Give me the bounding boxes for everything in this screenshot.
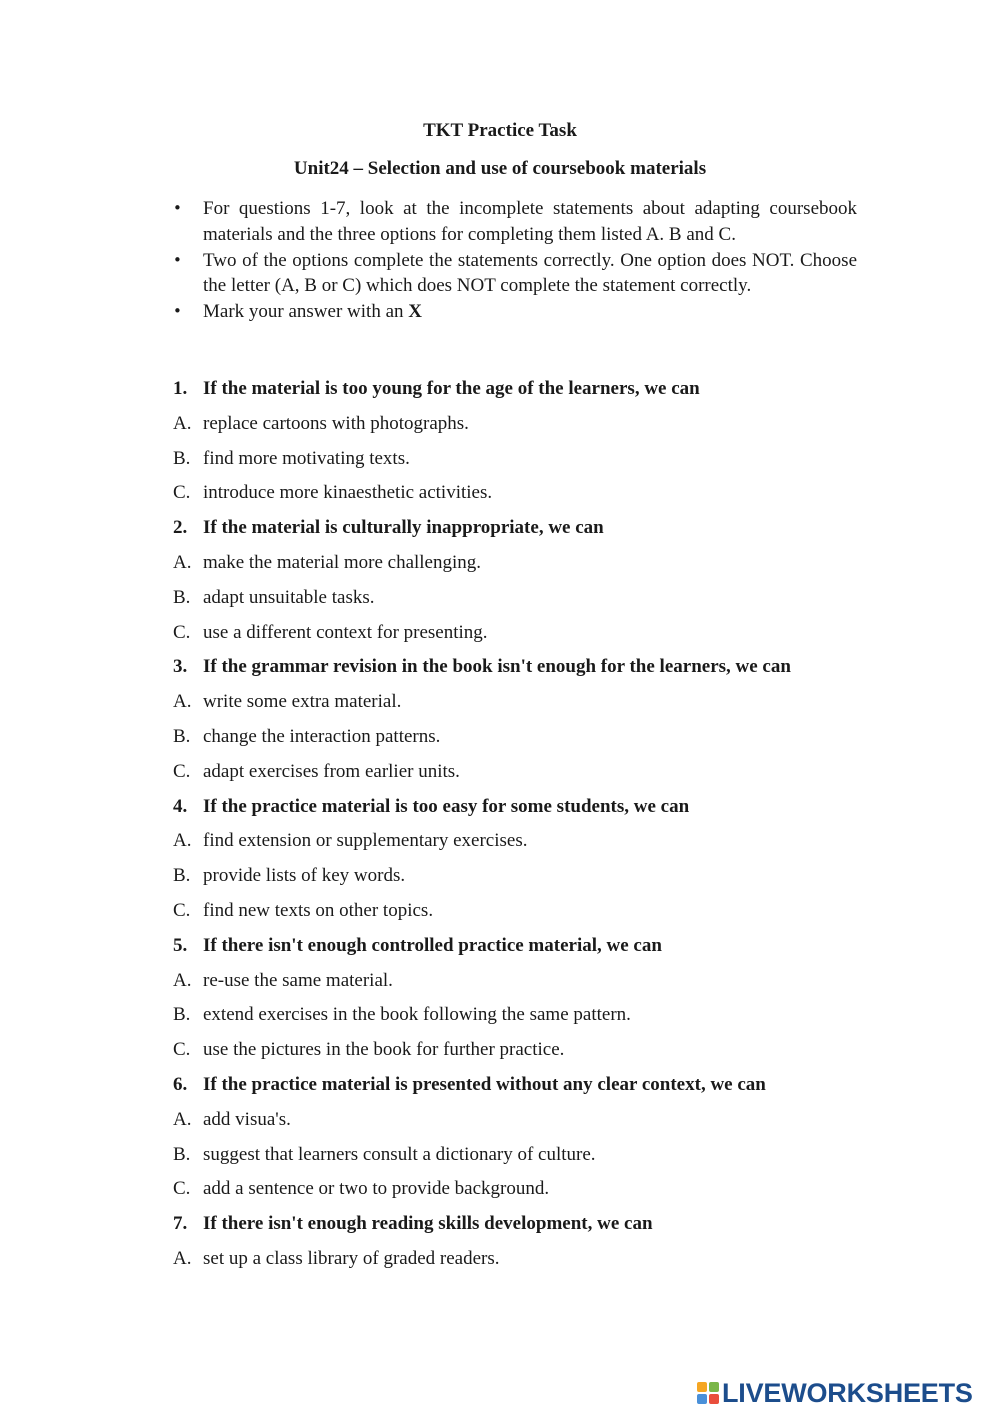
question-text: If there isn't enough controlled practice material, we can [203,934,662,956]
option-letter: B. [173,1143,191,1165]
option-text: adapt exercises from earlier units. [203,760,460,782]
page-title: TKT Practice Task [423,120,577,141]
option-text: add a sentence or two to provide background. [203,1178,550,1200]
question-stem [173,933,893,968]
option-letter: A. [173,551,192,573]
page-subtitle: Unit24 – Selection and use of coursebook materials [293,158,707,179]
option-text: change the interaction patterns. [203,725,441,747]
option-letter: C. [173,1178,191,1200]
answer-option[interactable] [173,585,893,620]
option-text: provide lists of key words. [203,865,406,887]
option-letter: B. [173,1004,191,1026]
option-text: use the pictures in the book for further practice. [203,1039,565,1061]
logo-square [697,1394,707,1404]
question-stem [173,376,893,411]
option-text: write some extra material. [203,691,402,713]
logo-text: LIVEWORKSHEETS [722,1378,973,1408]
option-text: introduce more kinaesthetic activities. [203,482,493,504]
question-text: If the material is too young for the age of the learners, we can [203,378,700,399]
answer-option[interactable] [173,828,893,863]
answer-option[interactable] [173,1037,893,1072]
question-stem [173,794,893,829]
option-letter: B. [173,447,191,469]
question-number: 7. [173,1213,188,1235]
answer-option[interactable] [173,689,893,724]
instructions-list [173,196,857,325]
answer-option[interactable] [173,620,893,655]
option-letter: C. [173,621,191,643]
option-letter: A. [173,1108,192,1130]
logo-square [709,1382,719,1392]
option-text: extend exercises in the book following the same pattern. [203,1004,631,1026]
option-text: find more motivating texts. [203,447,410,469]
answer-option[interactable] [173,1002,893,1037]
logo-square [697,1382,707,1392]
instruction-item: • Two of the options complete the statements correctly. One option does NOT. Choose the letter (A, B or C) which does NOT complete the statement correctly. [173,248,857,299]
question-number: 5. [173,934,188,956]
option-letter: A. [173,691,192,713]
answer-mark: X [408,301,422,322]
liveworksheets-icon [697,1382,719,1404]
answer-option[interactable] [173,446,893,481]
question-text: If the grammar revision in the book isn't enough for the learners, we can [203,656,791,678]
question-stem [173,1072,893,1107]
option-letter: A. [173,830,192,852]
question-text: If there isn't enough reading skills development, we can [203,1213,653,1235]
instruction-item: • For questions 1-7, look at the incomplete statements about adapting coursebook materials and the three options for completing them listed A. B and C. [173,196,857,247]
question-stem [173,515,893,550]
answer-option[interactable] [173,898,893,933]
answer-option[interactable] [173,863,893,898]
option-text: find new texts on other topics. [203,899,434,921]
option-text: adapt unsuitable tasks. [203,586,375,608]
option-text: re-use the same material. [203,969,393,991]
option-text: suggest that learners consult a dictionary of culture. [203,1143,596,1165]
option-letter: A. [173,1247,192,1269]
option-letter: C. [173,899,191,921]
question-number: 2. [173,517,188,539]
option-text: set up a class library of graded readers. [203,1247,500,1269]
option-letter: B. [173,725,191,747]
question-number: 6. [173,1073,188,1095]
option-text: use a different context for presenting. [203,621,488,643]
answer-option[interactable] [173,1176,893,1211]
question-number: 1. [173,378,188,399]
question-stem [173,1211,893,1246]
instruction-item: • Mark your answer with an X [173,299,857,325]
liveworksheets-logo [697,1378,973,1408]
option-letter: C. [173,760,191,782]
answer-option[interactable] [173,480,893,515]
option-text: replace cartoons with photographs. [203,412,469,434]
option-text: make the material more challenging. [203,551,482,573]
option-text: find extension or supplementary exercises. [203,830,528,852]
question-number: 4. [173,795,188,817]
option-text: add visua's. [203,1108,291,1130]
answer-option[interactable] [173,724,893,759]
question-stem [173,654,893,689]
option-letter: A. [173,412,192,434]
answer-option[interactable] [173,1142,893,1177]
question-text: If the practice material is too easy for some students, we can [203,795,690,817]
answer-option[interactable] [173,968,893,1003]
question-number: 3. [173,656,188,678]
option-letter: C. [173,482,191,504]
option-letter: A. [173,969,192,991]
logo-square [709,1394,719,1404]
question-text: If the practice material is presented without any clear context, we can [203,1073,766,1095]
answer-option[interactable] [173,1246,893,1281]
option-letter: B. [173,865,191,887]
question-text: If the material is culturally inappropriate, we can [203,517,604,539]
questions-list [173,376,893,1281]
answer-option[interactable] [173,550,893,585]
option-letter: C. [173,1039,191,1061]
answer-option[interactable] [173,411,893,446]
answer-option[interactable] [173,759,893,794]
option-letter: B. [173,586,191,608]
answer-option[interactable] [173,1107,893,1142]
